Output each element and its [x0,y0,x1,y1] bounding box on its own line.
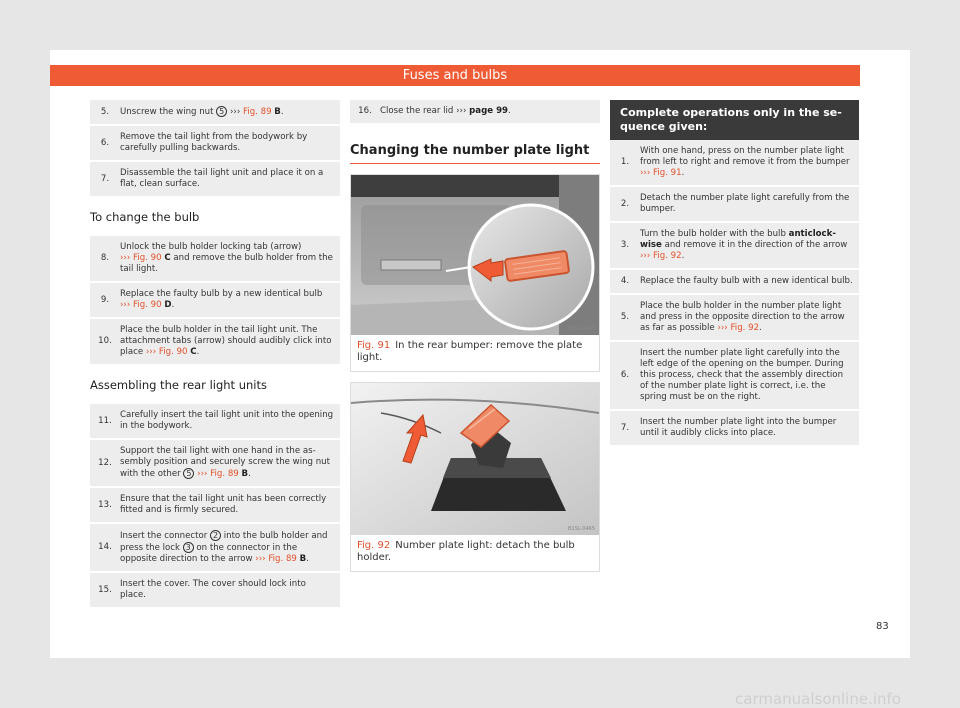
emphasis-text: anticlockwise [640,229,836,250]
plate-light-illustration [351,383,599,535]
figure-part-label: D [164,300,172,310]
figure-part-label: B [241,469,249,479]
step-row [610,294,859,341]
step-text-part: into the bulb holder and press the lock [120,531,328,553]
step-text [640,140,859,186]
column-right [610,100,859,447]
ref-arrows: ››› [120,253,134,263]
step-number: 15. [90,572,120,608]
step-row [90,487,340,523]
section-title: Changing the number plate light [350,143,600,164]
step-text-part: Place the bulb holder in the number plate light and press in the opposite direction to the arrow as far as possible [640,301,845,333]
ref-arrows: ››› [717,323,731,333]
step-row [610,186,859,222]
page-link[interactable]: page 99 [469,106,509,116]
step-text-part: Unscrew the wing nut [120,107,217,117]
step-text: Ensure that the tail light unit has been correctly fitted and is firmly secured. [120,487,340,523]
callout-number: 5 [216,106,227,117]
figure-link[interactable]: Fig. 89 [243,107,272,117]
step-row [610,140,859,186]
step-text-part: . [681,251,685,261]
figure-92 [350,382,600,572]
step-text [120,282,340,318]
step-text: Remove the tail light from the bodywork by carefully pulling backwards. [120,125,340,161]
step-text: Insert the cover. The cover should lock into place. [120,572,340,608]
figure-part-label: C [164,253,171,263]
figure-label: Fig. 92 [357,540,391,551]
step-text [640,222,859,269]
ref-arrows: ››› [194,469,211,479]
figure-91 [350,174,600,372]
figure-code: B1SL-0465 [567,326,595,332]
figure-92-image [351,383,599,535]
step-text [640,294,859,341]
ref-arrows: ››› [120,300,134,310]
step-row [610,269,859,294]
column-left [90,100,340,609]
step-text-part: . [508,106,511,116]
step-text-part: Replace the faulty bulb by a new identical bulb [120,289,323,299]
step-text-part: Close the rear lid ››› [380,106,470,116]
step-row [90,318,340,365]
step-number: 16. [350,100,380,124]
step-text-part: Support the tail light with one hand in the assembly position and securely screw the wing nut with the other [120,446,330,479]
step-number: 5. [90,100,120,125]
figure-link[interactable]: Fig. 92 [730,323,760,333]
page-header: Fuses and bulbs [50,65,860,86]
step-text-part: and remove it in the direction of the arrow [661,240,848,250]
figure-part-label: B [299,554,307,564]
column-middle [350,100,600,572]
ref-arrows: ››› [255,554,269,564]
step-text-part: . [280,107,284,117]
step-number: 13. [90,487,120,523]
step-text-part: ››› [227,107,243,117]
step-text-part: . [759,323,762,333]
figure-link[interactable]: Fig. 91 [653,168,682,178]
figure-label: Fig. 91 [357,340,391,351]
step-number: 2. [610,186,640,222]
procedure-box-title: Complete operations only in the sequence given: [610,100,859,140]
step-row [350,100,600,124]
site-watermark: carmanualsonline.info [735,690,901,708]
step-number: 6. [610,341,640,410]
step-text [120,439,340,487]
step-text [120,523,340,572]
step-number: 10. [90,318,120,365]
figure-link[interactable]: Fig. 92 [653,251,682,261]
steps-table-close [350,100,600,125]
step-row [90,161,340,197]
page-number: 83 [876,621,889,632]
step-row [90,439,340,487]
figure-link[interactable]: Fig. 89 [210,469,239,479]
step-row [610,341,859,410]
step-number: 5. [610,294,640,341]
step-number: 9. [90,282,120,318]
callout-number: 2 [210,530,221,541]
step-text: Disassemble the tail light unit and place it on a flat, clean surface. [120,161,340,197]
callout-number: 3 [183,542,194,553]
step-row [90,282,340,318]
step-text-part: Unlock the bulb holder locking tab (arrow) [120,242,302,252]
step-text-part: . [248,469,251,479]
figure-caption-text: In the rear bumper: remove the plate light. [357,340,583,363]
figure-caption [351,335,599,371]
step-text-part: . [196,347,200,357]
figure-91-image [351,175,599,335]
step-number: 7. [610,410,640,446]
step-number: 6. [90,125,120,161]
step-number: 7. [90,161,120,197]
steps-table-bulb [90,236,340,366]
step-row [90,404,340,439]
step-text [380,100,600,124]
figure-caption [351,535,599,571]
subheading-assembly: Assembling the rear light units [90,378,267,392]
step-row [90,572,340,608]
steps-table-removal [90,100,340,198]
figure-part-label: B [274,107,281,117]
step-row [90,100,340,125]
ref-arrows: ››› [640,251,654,261]
bumper-illustration [351,175,599,335]
step-text: Detach the number plate light carefully from the bumper. [640,186,859,222]
steps-table-plate-light [610,140,859,447]
step-number: 11. [90,404,120,439]
figure-link[interactable]: Fig. 90 [158,347,188,357]
step-text-part: . [681,168,685,178]
step-text [120,318,340,365]
step-number: 12. [90,439,120,487]
step-row [90,523,340,572]
step-number: 4. [610,269,640,294]
step-row [610,222,859,269]
step-text-part: Insert the connector [120,531,210,541]
step-text: Insert the number plate light carefully into the left edge of the opening on the bumper. During this process, check that the assembly direction of the number plate light is correct, i.e. the spring must be on the right. [640,341,859,410]
subheading-change-bulb: To change the bulb [90,210,200,224]
step-number: 1. [610,140,640,186]
step-text-part: . [171,300,175,310]
step-text-part: Turn the bulb holder with the bulb [640,229,789,239]
figure-code: B1SL-0465 [567,526,595,532]
step-text-part: . [306,554,309,564]
step-text [120,236,340,282]
step-text-part: Place the bulb holder in the tail light unit. The attachment tabs (arrow) should audibly click into place [120,325,332,357]
step-text-part: and remove the bulb holder from the tail light. [120,253,333,274]
step-text: Insert the number plate light into the bumper until it audibly clicks into place. [640,410,859,446]
figure-caption-text: Number plate light: detach the bulb holder. [357,540,575,563]
step-text [120,100,340,125]
step-text: Carefully insert the tail light unit into the opening in the bodywork. [120,404,340,439]
figure-link[interactable]: Fig. 90 [133,300,162,310]
step-row [90,236,340,282]
step-text-part: With one hand, press on the number plate light from left to right and remove it from the bumper [640,146,850,167]
ref-arrows: ››› [145,347,159,357]
step-number: 3. [610,222,640,269]
step-text: Replace the faulty bulb with a new identical bulb. [640,269,859,294]
step-number: 8. [90,236,120,282]
figure-link[interactable]: Fig. 89 [268,554,297,564]
figure-part-label: C [190,347,197,357]
steps-table-assembly [90,404,340,609]
figure-link[interactable]: Fig. 90 [133,253,162,263]
ref-arrows: ››› [640,168,654,178]
callout-number: 5 [183,468,194,479]
step-text-part: on the connector in the opposite direction to the arrow [120,543,298,564]
step-number: 14. [90,523,120,572]
step-row [610,410,859,446]
step-row [90,125,340,161]
